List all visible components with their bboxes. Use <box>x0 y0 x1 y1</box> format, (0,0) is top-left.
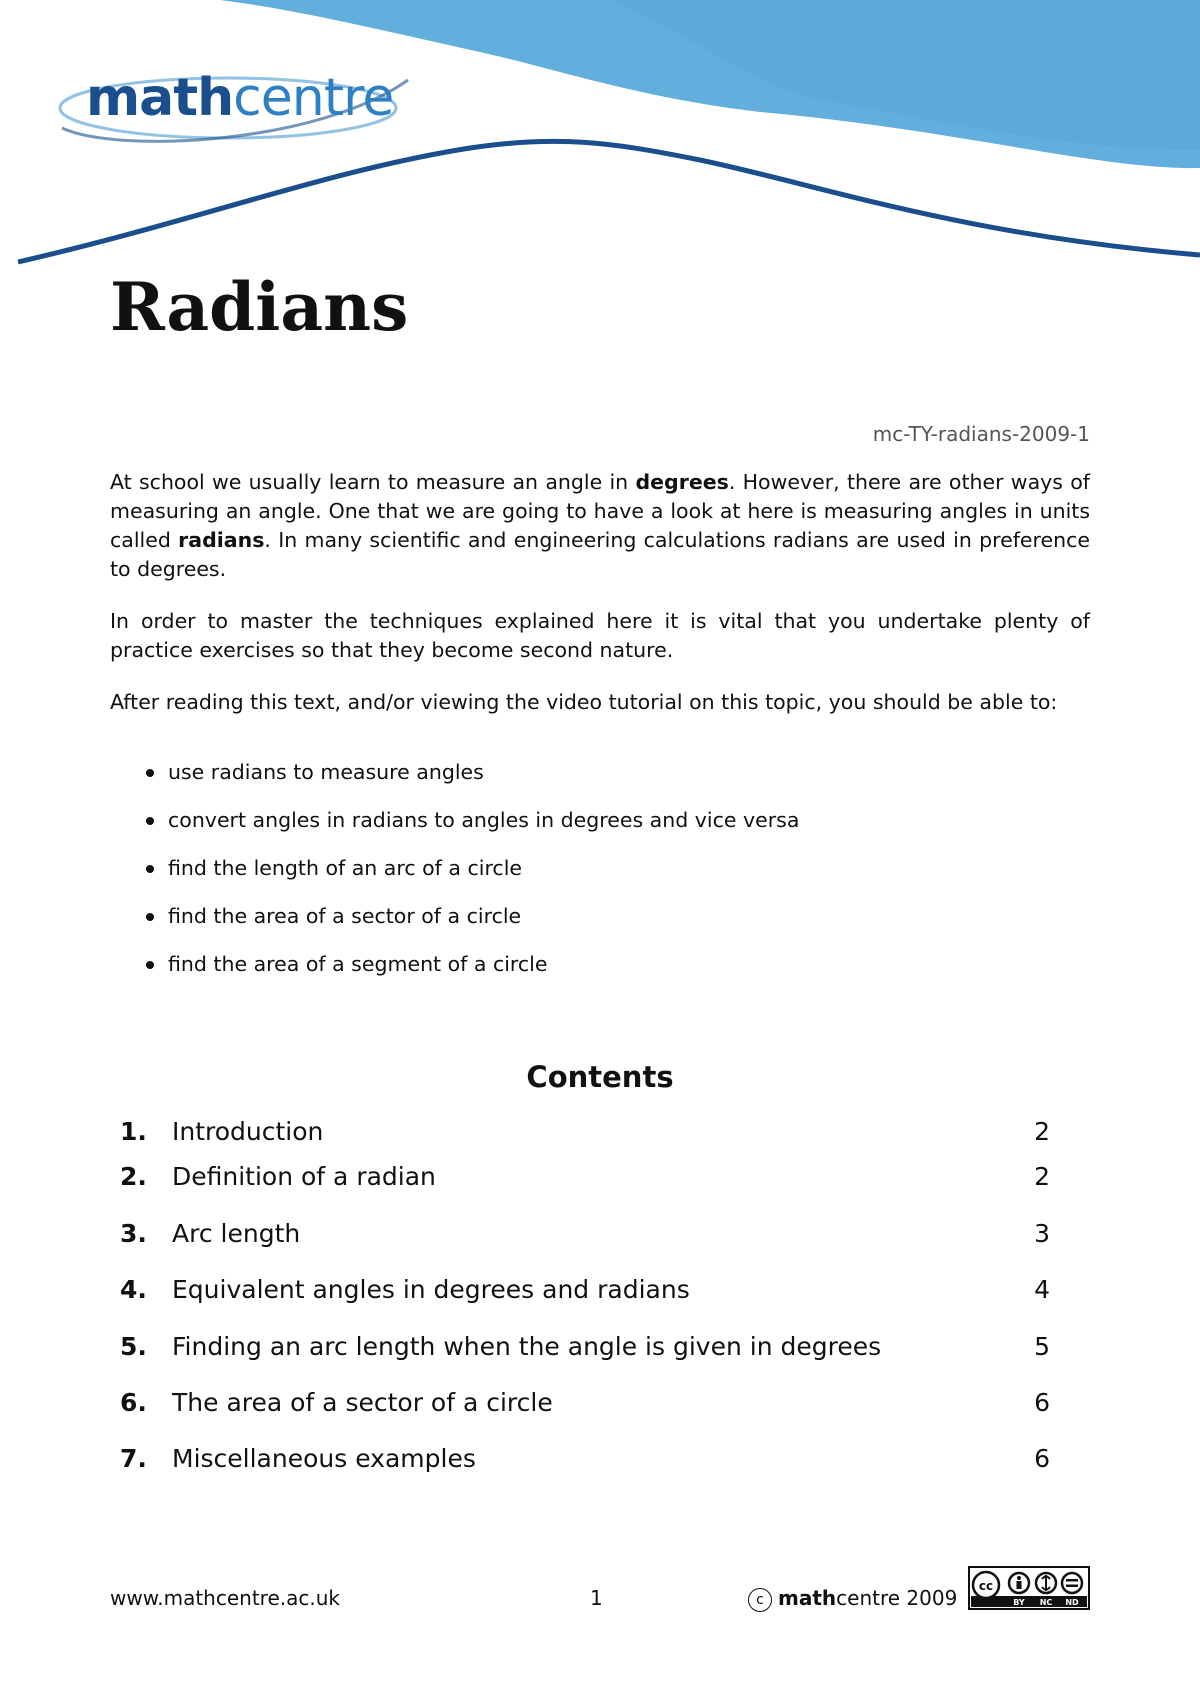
page-title: Radians <box>110 268 409 346</box>
cc-label-nc: NC <box>1039 1598 1053 1607</box>
toc-label: The area of a sector of a circle <box>172 1388 553 1417</box>
toc-number: 7. <box>120 1444 147 1473</box>
toc-page-number: 4 <box>1034 1275 1050 1304</box>
footer-page-number: 1 <box>590 1586 603 1610</box>
objective-text: find the area of a segment of a circle <box>168 952 548 976</box>
intro-p1-part-c: . In many scientific and engineering calculations radians are used in preference to degrees. <box>110 528 1090 581</box>
toc-label: Introduction <box>172 1117 324 1146</box>
objective-item <box>110 950 1010 998</box>
nd-icon-bar-bottom <box>1066 1585 1078 1588</box>
intro-p1-part-a: At school we usually learn to measure an angle in <box>110 470 636 494</box>
objective-text: find the length of an arc of a circle <box>168 856 523 880</box>
toc-entry[interactable] <box>120 1270 1050 1310</box>
toc-entry[interactable] <box>120 1383 1050 1423</box>
toc-page-number: 6 <box>1034 1388 1050 1417</box>
footer-copyright <box>748 1583 957 1613</box>
toc-label: Arc length <box>172 1219 301 1248</box>
creative-commons-badge[interactable] <box>968 1566 1090 1610</box>
toc-page-number: 5 <box>1034 1332 1050 1361</box>
toc-number: 2. <box>120 1162 147 1191</box>
objective-item <box>110 902 1010 950</box>
header-wave-line <box>18 141 1200 262</box>
copyright-icon: c <box>748 1588 772 1612</box>
toc-page-number: 2 <box>1034 1117 1050 1146</box>
bullet-icon <box>146 769 154 777</box>
toc-number: 4. <box>120 1275 147 1304</box>
footer-year: 2009 <box>906 1586 958 1610</box>
bullet-icon <box>146 913 154 921</box>
intro-p1-degrees: degrees <box>635 470 729 494</box>
toc-page-number: 2 <box>1034 1162 1050 1191</box>
logo-math: math <box>86 68 234 128</box>
document-id: mc-TY-radians-2009-1 <box>872 422 1090 446</box>
objective-text: use radians to measure angles <box>168 760 484 784</box>
by-icon-body <box>1017 1581 1022 1589</box>
toc-entry[interactable] <box>120 1439 1050 1479</box>
footer-brand-math: math <box>778 1586 837 1610</box>
objective-item <box>110 758 1010 806</box>
objective-text: find the area of a sector of a circle <box>168 904 522 928</box>
nd-icon-bar-top <box>1066 1579 1078 1582</box>
intro-paragraph-1 <box>110 468 1090 584</box>
contents-heading: Contents <box>526 1060 674 1094</box>
toc-number: 1. <box>120 1117 147 1146</box>
toc-entry[interactable] <box>120 1112 1050 1152</box>
intro-p1-part-b: . However, there are other ways of measuring an angle. One that we are going to have a look at here is measuring angles in units called <box>110 470 1090 552</box>
toc-number: 6. <box>120 1388 147 1417</box>
intro-paragraph-2: In order to master the techniques explained here it is vital that you undertake plenty of practice exercises so that they become second nature. <box>110 609 1090 662</box>
toc-entry[interactable] <box>120 1157 1050 1197</box>
intro-p1-radians: radians <box>178 528 265 552</box>
bullet-icon <box>146 865 154 873</box>
toc-page-number: 6 <box>1034 1444 1050 1473</box>
mathcentre-logo <box>58 58 418 148</box>
cc-icon-label: cc <box>978 1579 994 1593</box>
toc-label: Definition of a radian <box>172 1162 436 1191</box>
logo-centre: centre <box>233 68 394 128</box>
logo-wordmark <box>86 68 393 128</box>
bullet-icon <box>146 817 154 825</box>
objective-text: convert angles in radians to angles in degrees and vice versa <box>168 808 800 832</box>
toc-page-number: 3 <box>1034 1219 1050 1248</box>
toc-label: Equivalent angles in degrees and radians <box>172 1275 690 1304</box>
toc-entry[interactable] <box>120 1214 1050 1254</box>
footer-brand-centre: centre <box>836 1586 901 1610</box>
bullet-icon <box>146 961 154 969</box>
intro-paragraph-3: After reading this text, and/or viewing the video tutorial on this topic, you should be able to: <box>110 690 1058 714</box>
objectives-list <box>110 758 1010 998</box>
objective-item <box>110 806 1010 854</box>
cc-label-nd: ND <box>1065 1598 1079 1607</box>
toc-number: 3. <box>120 1219 147 1248</box>
by-icon-head <box>1017 1576 1021 1580</box>
toc-label: Finding an arc length when the angle is given in degrees <box>172 1332 882 1361</box>
objective-item <box>110 854 1010 902</box>
toc-label: Miscellaneous examples <box>172 1444 476 1473</box>
cc-label-by: BY <box>1013 1598 1025 1607</box>
nd-icon <box>1062 1573 1082 1593</box>
footer-url[interactable]: www.mathcentre.ac.uk <box>110 1586 340 1610</box>
toc-entry[interactable] <box>120 1327 1050 1367</box>
toc-number: 5. <box>120 1332 147 1361</box>
